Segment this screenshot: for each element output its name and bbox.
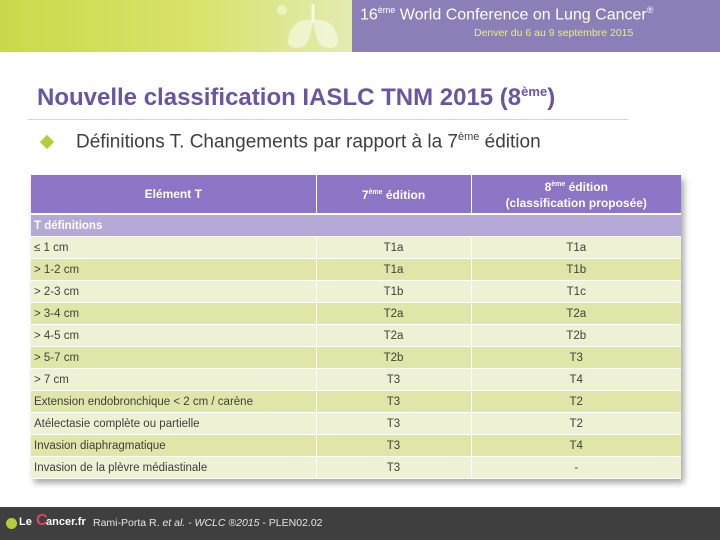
row-7th-value: T3 bbox=[316, 369, 471, 391]
table-row bbox=[31, 413, 681, 435]
row-8th-value: T4 bbox=[471, 369, 681, 391]
row-7th-value: T1b bbox=[316, 281, 471, 303]
table-row bbox=[31, 303, 681, 325]
slide-subtitle: Définitions T. Changements par rapport à la 7ème édition bbox=[76, 131, 541, 153]
row-label: > 3-4 cm bbox=[31, 303, 316, 325]
tnm-table bbox=[31, 175, 681, 479]
table-row bbox=[31, 281, 681, 303]
row-label: Atélectasie complète ou partielle bbox=[31, 413, 316, 435]
row-label: Extension endobronchique < 2 cm / carène bbox=[31, 391, 316, 413]
row-8th-value: T2 bbox=[471, 413, 681, 435]
row-8th-value: T2 bbox=[471, 391, 681, 413]
table-row bbox=[31, 391, 681, 413]
banner-left-panel bbox=[0, 0, 352, 52]
row-7th-value: T2a bbox=[316, 325, 471, 347]
table-row bbox=[31, 435, 681, 457]
row-8th-value: T1a bbox=[471, 237, 681, 259]
row-8th-value: - bbox=[471, 457, 681, 479]
row-7th-value: T3 bbox=[316, 413, 471, 435]
row-7th-value: T2b bbox=[316, 347, 471, 369]
lungs-icon bbox=[268, 0, 352, 52]
diamond-bullet-icon bbox=[40, 135, 54, 149]
table-row bbox=[31, 457, 681, 479]
lecancer-logo: Le C ancer.fr bbox=[6, 515, 84, 533]
table-header-row bbox=[31, 175, 681, 214]
row-8th-value: T2b bbox=[471, 325, 681, 347]
row-8th-value: T1c bbox=[471, 281, 681, 303]
row-8th-value: T1b bbox=[471, 259, 681, 281]
logo-mark-icon bbox=[6, 518, 17, 529]
row-label: > 7 cm bbox=[31, 369, 316, 391]
conference-dates: Denver du 6 au 9 septembre 2015 bbox=[474, 27, 634, 39]
row-8th-value: T3 bbox=[471, 347, 681, 369]
header-7th-edition: 7ème édition bbox=[316, 175, 471, 214]
table-row bbox=[31, 369, 681, 391]
citation: Rami-Porta R. et al. - WCLC ®2015 - PLEN02.02 bbox=[93, 517, 323, 529]
row-7th-value: T3 bbox=[316, 435, 471, 457]
banner-right-panel bbox=[352, 0, 720, 52]
table-row bbox=[31, 237, 681, 259]
row-8th-value: T2a bbox=[471, 303, 681, 325]
row-label: Invasion diaphragmatique bbox=[31, 435, 316, 457]
table-row bbox=[31, 325, 681, 347]
section-row bbox=[31, 214, 681, 237]
row-label: > 4-5 cm bbox=[31, 325, 316, 347]
row-label: Invasion de la plèvre médiastinale bbox=[31, 457, 316, 479]
header-8th-edition: 8ème édition (classification proposée) bbox=[471, 175, 681, 214]
table-row bbox=[31, 259, 681, 281]
row-8th-value: T4 bbox=[471, 435, 681, 457]
header-element-t: Elément T bbox=[31, 175, 316, 214]
row-label: > 5-7 cm bbox=[31, 347, 316, 369]
row-7th-value: T1a bbox=[316, 259, 471, 281]
row-7th-value: T3 bbox=[316, 391, 471, 413]
slide-title: Nouvelle classification IASLC TNM 2015 (8ème) bbox=[37, 84, 556, 111]
row-label: ≤ 1 cm bbox=[31, 237, 316, 259]
row-label: > 1-2 cm bbox=[31, 259, 316, 281]
footer-bar bbox=[0, 507, 720, 540]
table-row bbox=[31, 347, 681, 369]
conference-banner bbox=[0, 0, 720, 52]
conference-title: 16ème World Conference on Lung Cancer® bbox=[360, 5, 654, 24]
title-divider bbox=[28, 119, 628, 120]
section-label: T définitions bbox=[31, 214, 681, 237]
row-7th-value: T1a bbox=[316, 237, 471, 259]
row-7th-value: T3 bbox=[316, 457, 471, 479]
row-7th-value: T2a bbox=[316, 303, 471, 325]
row-label: > 2-3 cm bbox=[31, 281, 316, 303]
